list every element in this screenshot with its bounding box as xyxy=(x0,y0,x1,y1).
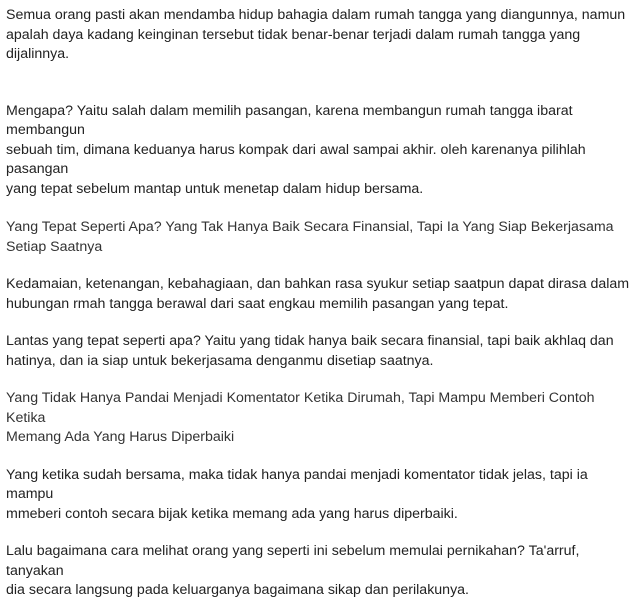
section-heading-commentator: Yang Tidak Hanya Pandai Menjadi Komentator Ketika Dirumah, Tapi Mampu Memberi Contoh Ketika Memang Ada Yang Harus Diperbaiki xyxy=(6,390,595,445)
intro-paragraph: Semua orang pasti akan mendamba hidup bahagia dalam rumah tangga yang diangunnya, namun apalah daya kadang keinginan tersebut tidak benar-benar terjadi dalam rumah tangga yang dijalinnya. xyxy=(6,7,626,62)
why-paragraph: Mengapa? Yaitu salah dalam memilih pasangan, karena membangun rumah tangga ibarat membangun sebuah tim, dimana keduanya harus kompak dari awal sampai akhir. oleh karenanya pilihlah pasangan yang tepat sebelum mantap untuk menetap dalam hidup bersama. xyxy=(6,102,586,197)
taaruf-paragraph: Lalu bagaimana cara melihat orang yang seperti ini sebelum memulai pernikahan? Ta'arruf, tanyakan dia secara langsung pada keluarganya bagaimana sikap dan perilakunya. xyxy=(6,543,580,598)
section-heading-right-partner: Yang Tepat Seperti Apa? Yang Tak Hanya Baik Secara Finansial, Tapi Ia Yang Siap Bekerjasama Setiap Saatnya xyxy=(6,219,614,255)
peace-paragraph: Kedamaian, ketenangan, kebahagiaan, dan bahkan rasa syukur setiap saatpun dapat dirasa dalam hubungan rmah tangga berawal dari saat engkau memilih pasangan yang tepat. xyxy=(6,276,630,312)
right-partner-paragraph: Lantas yang tepat seperti apa? Yaitu yang tidak hanya baik secara finansial, tapi baik akhlaq dan hatinya, dan ia siap untuk bekerjasama denganmu disetiap saatnya. xyxy=(6,333,614,369)
example-paragraph: Yang ketika sudah bersama, maka tidak hanya pandai menjadi komentator tidak jelas, tapi ia mampu mmeberi contoh secara bijak ketika memang ada yang harus diperbaiki. xyxy=(6,466,588,522)
